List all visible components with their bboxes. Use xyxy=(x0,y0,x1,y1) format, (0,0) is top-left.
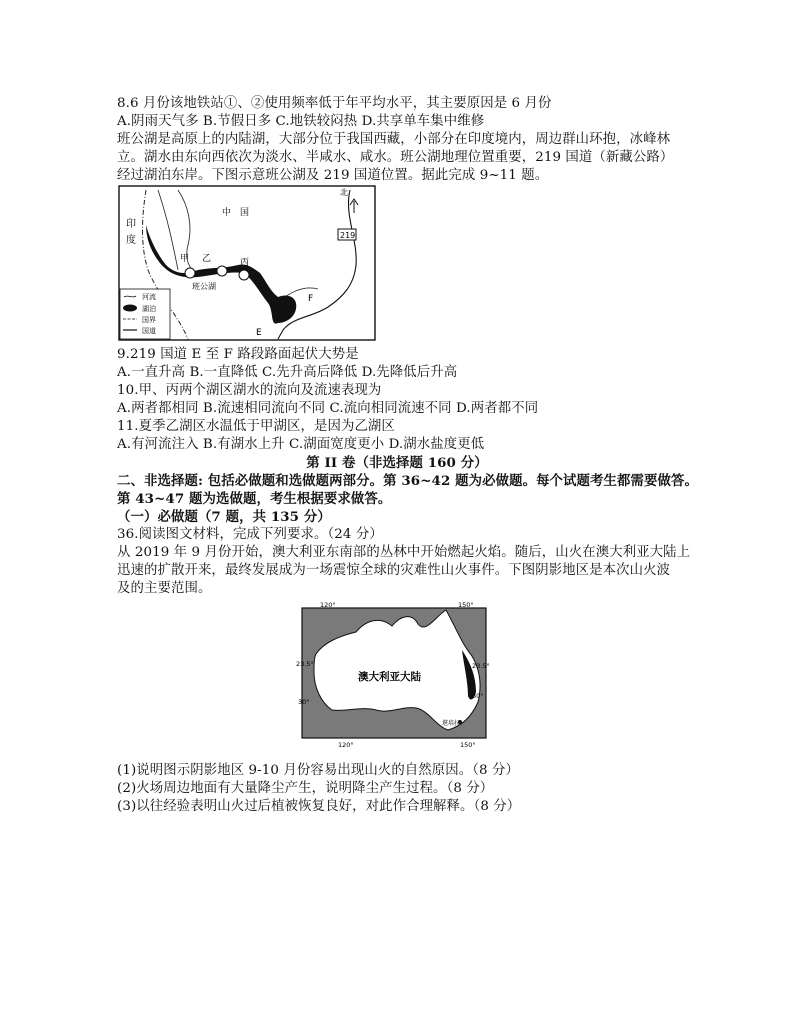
australia-fire-map xyxy=(296,598,492,748)
map1-label-jia: 甲 xyxy=(180,254,190,264)
q9-stem: 9.219 国道 E 至 F 路段路面起伏大势是 xyxy=(117,347,359,362)
map2-lat-30-right: 30° xyxy=(472,692,484,700)
map2-lon-150-top: 150° xyxy=(458,601,474,609)
map2-lat-23-left: 23.5° xyxy=(296,660,314,668)
q8-options: A.阴雨天气多 B.节假日多 C.地铁较闷热 D.共享单车集中维修 xyxy=(117,114,485,129)
q10-options: A.两者都相同 B.流速相同流向不同 C.流向相同流速不同 D.两者都不同 xyxy=(117,401,539,416)
q36-passage-2: 迅速的扩散开来，最终发展成为一场震惊全球的灾难性山火事件。下图阴影地区是本次山火波 xyxy=(117,563,671,578)
map2-lat-30-left: 30° xyxy=(298,698,310,706)
q36-sub-2: (2)火场周边地面有大量降尘产生，说明降尘产生过程。（8 分） xyxy=(117,781,494,796)
map1-label-road: 219 xyxy=(340,231,356,240)
section2-intro-2: 第 43~47 题为选做题，考生根据要求做答。 xyxy=(117,491,392,507)
legend-river-label: 河流 xyxy=(142,293,156,301)
q11-stem: 11.夏季乙湖区水温低于甲湖区，是因为乙湖区 xyxy=(117,419,395,434)
passage1-line-1: 班公湖是高原上的内陆湖，大部分位于我国西藏，小部分在印度境内，周边群山环抱，冰峰林 xyxy=(117,132,671,147)
legend-lake-label: 湖泊 xyxy=(142,305,156,313)
q36-sub-1: (1)说明图示阴影地区 9-10 月份容易出现山火的自然原因。（8 分） xyxy=(117,763,520,778)
q36-sub-3: (3)以往经验表明山火过后植被恢复良好，对此作合理解释。（8 分） xyxy=(117,799,521,814)
map2-lat-23-right: 23.5° xyxy=(472,662,490,670)
map1-label-china: 中 国 xyxy=(222,208,250,218)
passage1-line-3: 经过湖泊东岸。下图示意班公湖及 219 国道位置。据此完成 9~11 题。 xyxy=(117,168,549,183)
map1-label-yi: 乙 xyxy=(202,254,212,264)
legend-road-label: 国道 xyxy=(142,327,156,335)
map1-point-jia xyxy=(185,268,195,278)
section2-title: 第 II 卷（非选择题 160 分） xyxy=(306,455,488,471)
section2-required: （一）必做题（7 题，共 135 分） xyxy=(117,509,331,525)
map1-point-yi xyxy=(217,266,227,276)
map2-label-city: 堪培拉 xyxy=(442,720,461,727)
q9-options: A.一直升高 B.一直降低 C.先升高后降低 D.先降低后升高 xyxy=(117,365,458,380)
q36-passage-3: 及的主要范围。 xyxy=(117,581,212,596)
bangong-lake-map xyxy=(118,185,376,341)
map1-label-E: E xyxy=(256,328,262,338)
map2-lon-120-top: 120° xyxy=(320,601,336,609)
map1-label-north: 北 xyxy=(340,188,348,197)
map2-lon-120-bottom: 120° xyxy=(338,741,354,748)
q10-stem: 10.甲、丙两个湖区湖水的流向及流速表现为 xyxy=(117,383,382,398)
section2-intro-1: 二、非选择题: 包括必做题和选做题两部分。第 36~42 题为必做题。每个试题考生都需要做答。 xyxy=(117,473,698,489)
legend-border-label: 国界 xyxy=(142,316,156,324)
q36-stem: 36.阅读图文材料，完成下列要求。（24 分） xyxy=(117,527,383,542)
q8-stem: 8.6 月份该地铁站①、②使用频率低于年平均水平，其主要原因是 6 月份 xyxy=(117,96,552,111)
map1-label-lake: 班公湖 xyxy=(192,282,216,291)
q36-passage-1: 从 2019 年 9 月份开始，澳大利亚东南部的丛林中开始燃起火焰。随后，山火在澳大利亚大陆上 xyxy=(117,545,691,560)
q11-options: A.有河流注入 B.有湖水上升 C.湖面宽度更小 D.湖水盐度更低 xyxy=(117,437,485,452)
map1-label-bing: 丙 xyxy=(240,258,250,268)
map1-label-india: 印 xyxy=(126,219,136,230)
map1-label-india2: 度 xyxy=(126,235,136,246)
map1-point-bing xyxy=(239,270,249,280)
legend-lake-icon xyxy=(123,305,137,312)
map1-label-F: F xyxy=(308,294,314,304)
passage1-line-2: 立。湖水由东向西依次为淡水、半咸水、咸水。班公湖地理位置重要，219 国道（新藏公路） xyxy=(117,150,674,165)
map2-label-mainland: 澳大利亚大陆 xyxy=(358,671,421,683)
map2-lon-150-bottom: 150° xyxy=(460,741,476,748)
